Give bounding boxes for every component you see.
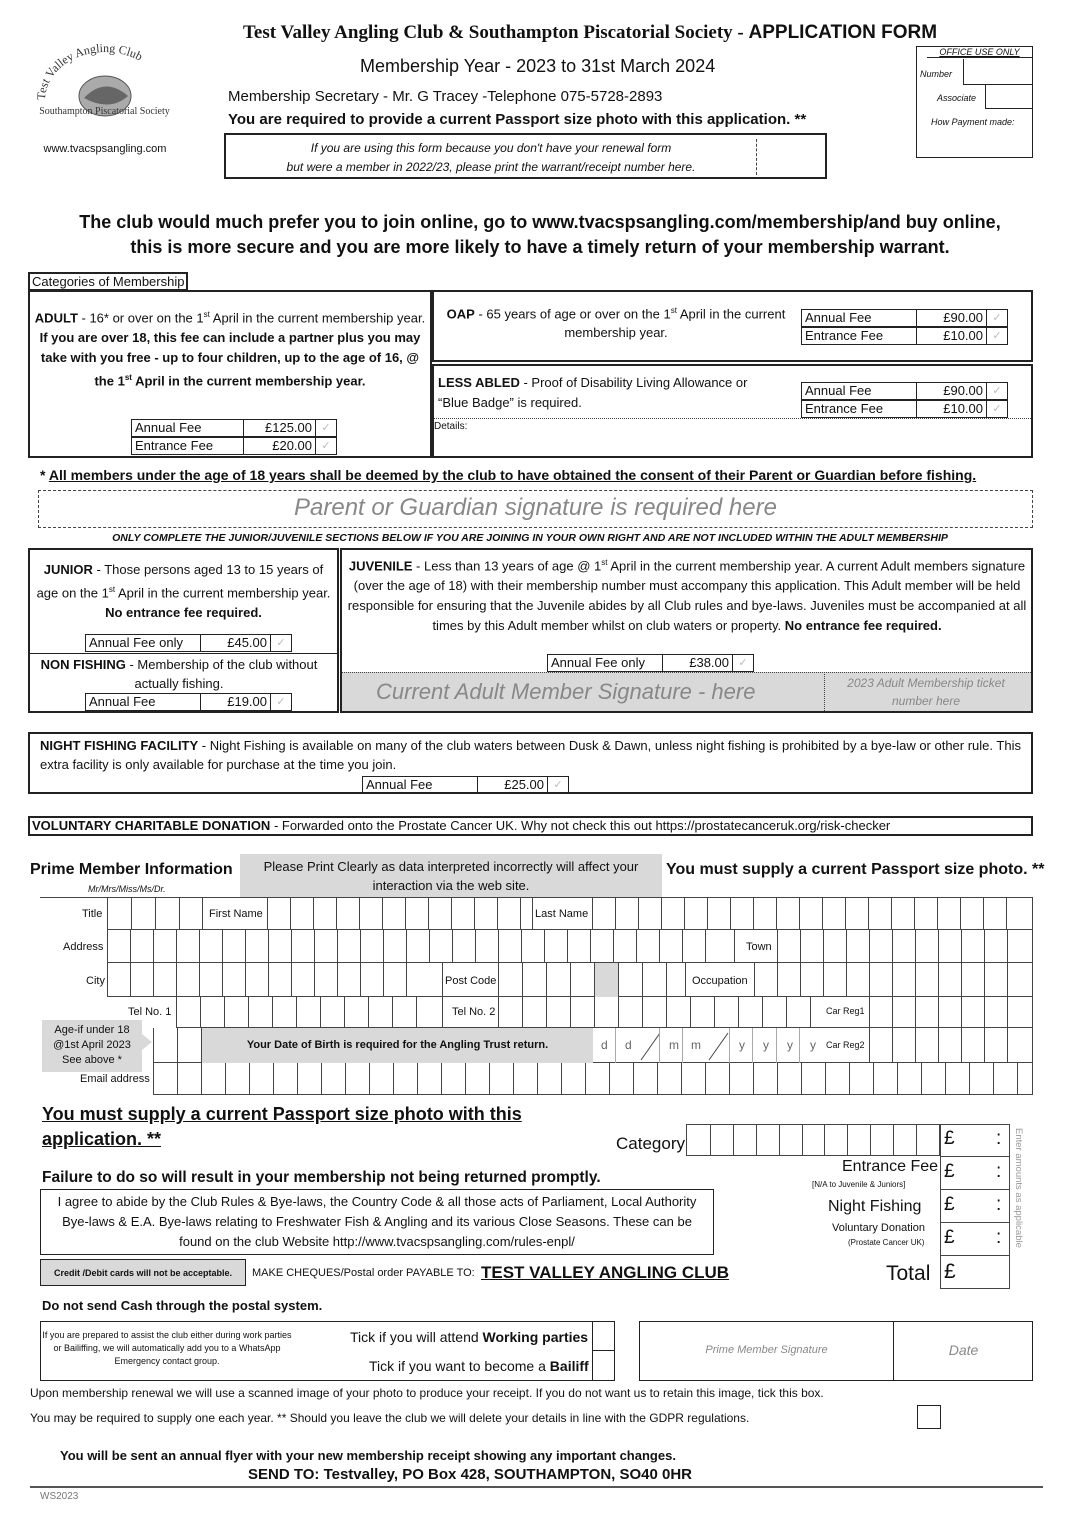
no-cards-notice: Credit /Debit cards will not be acceptable. [40, 1259, 246, 1286]
title-options: Mr/Mrs/Miss/Ms/Dr. [88, 884, 166, 894]
membership-year: Membership Year - 2023 to 31st March 2024 [360, 56, 716, 76]
label-total: Total [886, 1262, 931, 1285]
adult-signature-label: Current Adult Member Signature - here [376, 679, 756, 704]
label-car-reg-1: Car Reg1 [826, 1006, 865, 1016]
label-address: Address [63, 941, 104, 953]
non-fishing-annual-fee: Annual Fee £19.00 ✓ [85, 693, 292, 711]
volunteer-note: If you are prepared to assist the club either during work parties or Bailiffing, we will automatically add you to a WhatsApp Emergency contact group. [42, 1330, 292, 1366]
send-to-address: SEND TO: Testvalley, PO Box 428, SOUTHAMPTON, SO40 0HR [248, 1466, 693, 1483]
prime-member-title: Prime Member Information [30, 861, 233, 878]
details-field[interactable]: Details: [434, 421, 468, 432]
juvenile-annual-fee: Annual Fee only £38.00 ✓ [547, 654, 754, 672]
tick-box[interactable]: ✓ [276, 696, 286, 708]
label-post-code: Post Code [445, 975, 497, 987]
renewal-photo-notice: Upon membership renewal we will use a scanned image of your photo to produce your receipt. If you do not want us to retain this image, tick this box. [30, 1386, 824, 1400]
svg-text:Test Valley Angling Club: Test Valley Angling Club [33, 40, 145, 101]
payee-name: TEST VALLEY ANGLING CLUB [481, 1263, 730, 1282]
each-year-notice: You may be required to supply one each year. ** Should you leave the club we will delete your details in line with the GDPR regulations. [30, 1411, 750, 1425]
renewal-number-box[interactable]: If you are using this form because you don't have your renewal form but were a member in 2022/23, please print the warrant/receipt number here. [224, 133, 827, 179]
bailiff-label: Tick if you want to become a Bailiff [369, 1358, 589, 1374]
post-code-input[interactable] [498, 963, 686, 997]
label-last-name: Last Name [535, 908, 589, 920]
oap-desc: OAP - 65 years of age or over on the 1st April in the current membership year. [446, 306, 786, 341]
label-first-name: First Name [209, 908, 263, 920]
amounts-side-note: Enter amounts as applicable [1013, 1128, 1024, 1248]
entrance-fee-note: [N/A to Juvenile & Juniors] [812, 1180, 906, 1189]
tick-box[interactable]: ✓ [553, 779, 563, 791]
label-car-reg-2: Car Reg2 [826, 1040, 865, 1050]
date-label: Date [948, 1342, 979, 1358]
juvenile-desc: JUVENILE - Less than 13 years of age @ 1st April in the current membership year. A current Adult members signature (over the age of 18) with their membership number must accompany this application. This Adult member will be held responsible for ensuring that the Juvenile abides by all Club rules and bye-laws. Juveniles must be accompanied at all times by this Adult member whilst on club waters or property. No entrance fee required. [347, 558, 1027, 634]
adult-annual-fee: Annual Fee £125.00 ✓ [131, 419, 337, 437]
failure-notice: Failure to do so will result in your membership not being returned promptly. [42, 1169, 601, 1186]
email-input[interactable] [153, 1063, 1033, 1095]
label-email: Email address [80, 1073, 150, 1085]
form-title: Test Valley Angling Club & Southampton Piscatorial Society - APPLICATION FORM [243, 22, 938, 43]
tick-box[interactable]: ✓ [321, 440, 331, 452]
category-input[interactable] [686, 1124, 940, 1156]
print-clearly-note: Please Print Clearly as data interpreted incorrectly will affect your interaction via the web site. [240, 854, 662, 897]
age-note: Age-if under 18 @1st April 2023 See above * [42, 1020, 142, 1072]
label-title: Title [82, 908, 103, 920]
less-abled-desc: LESS ABLED - Proof of Disability Living Allowance or “Blue Badge” is required. [438, 375, 748, 410]
title-input[interactable] [107, 897, 206, 930]
prime-member-signature-label: Prime Member Signature [705, 1344, 828, 1356]
oap-entrance-fee: Entrance Fee £10.00 ✓ [801, 327, 1008, 345]
tick-box[interactable]: ✓ [992, 312, 1002, 324]
dob-note: Your Date of Birth is required for the Angling Trust return. [201, 1028, 593, 1063]
working-parties-label: Tick if you will attend Working parties [350, 1329, 589, 1345]
first-name-input[interactable] [267, 897, 533, 930]
parent-signature-label: Parent or Guardian signature is required here [294, 494, 777, 521]
consent-notice: * All members under the age of 18 years shall be deemed by the club to have obtained the consent of their Parent or Guardian before fishing. [40, 467, 977, 483]
junior-annual-fee: Annual Fee only £45.00 ✓ [85, 634, 292, 652]
donation-amount[interactable]: £ : [940, 1223, 1010, 1256]
online-notice-2: this is more secure and you are more likely to have a timely return of your membership warrant. [130, 237, 950, 257]
logo-subtitle: Southampton Piscatorial Society [39, 106, 170, 117]
photo-retain-checkbox[interactable] [917, 1405, 941, 1429]
flyer-notice: You will be sent an annual flyer with your new membership receipt showing any important changes. [60, 1448, 676, 1463]
label-tel-1: Tel No. 1 [128, 1006, 172, 1018]
working-parties-checkbox[interactable] [592, 1321, 615, 1351]
club-logo [20, 40, 190, 132]
passport-photo-notice: You must supply a current Passport size photo. ** [666, 861, 1045, 878]
tel-2-input[interactable] [498, 997, 824, 1028]
tick-box[interactable]: ✓ [992, 385, 1002, 397]
night-fishing-amount[interactable]: £ : [940, 1190, 1010, 1223]
tel-1-input[interactable] [176, 997, 443, 1028]
bailiff-checkbox[interactable] [592, 1351, 615, 1381]
label-tel-2: Tel No. 2 [452, 1006, 496, 1018]
adult-ticket-number[interactable]: 2023 Adult Membership ticket number here [847, 676, 1005, 708]
label-voluntary-donation: Voluntary Donation [832, 1222, 925, 1234]
photo-requirement: You are required to provide a current Passport size photo with this application. ** [228, 111, 807, 128]
night-fishing-desc: NIGHT FISHING FACILITY - Night Fishing is available on many of the club waters between Dusk & Dawn, unless night fishing is prohibited by a bye-law or other rule. This extra facility is only available for purchase at the time you join. [40, 738, 1021, 772]
dob-input[interactable]: d d m m y y y y [593, 1028, 824, 1063]
tick-box[interactable]: ✓ [992, 330, 1002, 342]
town-input[interactable] [777, 930, 1033, 963]
address-input[interactable] [107, 930, 735, 963]
adult-desc: ADULT - 16* or over on the 1st April in the current membership year. If you are over 18, this fee can include a partner plus you may take with you free - up to four children, up to the age of 16, @ the 1st April in the current membership year. [34, 310, 426, 389]
adult-entrance-fee: Entrance Fee £20.00 ✓ [131, 437, 337, 455]
label-city: City [86, 975, 105, 987]
label-entrance-fee: Entrance Fee [842, 1158, 939, 1175]
non-fishing-desc: NON FISHING - Membership of the club without actually fishing. [40, 657, 318, 691]
online-notice-1: The club would much prefer you to join online, go to www.tvacspsangling.com/membership/and buy online, [79, 212, 1001, 232]
label-night-fishing: Night Fishing [828, 1198, 922, 1215]
only-complete-notice: ONLY COMPLETE THE JUNIOR/JUVENILE SECTIONS BELOW IF YOU ARE JOINING IN YOUR OWN RIGHT AND ARE NOT INCLUDED WITHIN THE ADULT MEMBERSHIP [112, 532, 948, 544]
agreement-box: I agree to abide by the Club Rules & Bye-laws, the Country Code & all those acts of Parliament, Local Authority Bye-laws & E.A. Bye-laws relating to Freshwater Fish & Angling and its various Close Seasons. These can be found on the club Website http://www.tvacspsangling.com/rules-enpl/ [40, 1189, 714, 1255]
cheques-notice: MAKE CHEQUES/Postal order PAYABLE TO: [252, 1267, 475, 1279]
website-text: www.tvacspsangling.com [43, 143, 167, 155]
car-reg-2-input[interactable] [869, 1028, 1033, 1063]
occupation-input[interactable] [754, 963, 1033, 997]
age-input[interactable] [153, 1028, 201, 1063]
entrance-amount[interactable]: £ : [940, 1157, 1010, 1190]
city-input[interactable] [107, 963, 443, 997]
last-name-input[interactable] [592, 897, 1033, 930]
photo-notice-1: You must supply a current Passport size photo with this [42, 1104, 522, 1124]
categories-label: Categories of Membership [28, 272, 188, 291]
donation-note: (Prostate Cancer UK) [848, 1238, 925, 1247]
tick-box[interactable]: ✓ [321, 422, 331, 434]
label-town: Town [746, 941, 772, 953]
photo-notice-2: application. ** [42, 1129, 162, 1149]
oap-annual-fee: Annual Fee £90.00 ✓ [801, 309, 1008, 327]
donation-section: VOLUNTARY CHARITABLE DONATION - Forwarded onto the Prostate Cancer UK. Why not check this out https://prostatecanceruk.org/risk-checker [28, 816, 1033, 836]
less-abled-annual-fee: Annual Fee £90.00 ✓ [801, 382, 1008, 400]
office-use-box: OFFICE USE ONLY Number Associate How Payment made: [916, 46, 1033, 158]
total-amount[interactable]: £ [944, 1260, 956, 1283]
category-amount[interactable]: £ : [940, 1124, 1010, 1157]
form-code: WS2023 [40, 1491, 79, 1502]
label-category: Category [616, 1134, 685, 1153]
night-fishing-fee: Annual Fee £25.00 ✓ [362, 776, 569, 794]
car-reg-1-input[interactable] [869, 997, 1033, 1028]
secretary-info: Membership Secretary - Mr. G Tracey -Telephone 075-5728-2893 [228, 88, 663, 105]
label-occupation: Occupation [692, 975, 748, 987]
tick-box[interactable]: ✓ [992, 403, 1002, 415]
tick-box[interactable]: ✓ [738, 657, 748, 669]
no-cash-notice: Do not send Cash through the postal system. [42, 1298, 323, 1313]
less-abled-entrance-fee: Entrance Fee £10.00 ✓ [801, 400, 1008, 418]
junior-desc: JUNIOR - Those persons aged 13 to 15 years of age on the 1st April in the current membership year. No entrance fee required. [36, 562, 331, 621]
tick-box[interactable]: ✓ [276, 637, 286, 649]
